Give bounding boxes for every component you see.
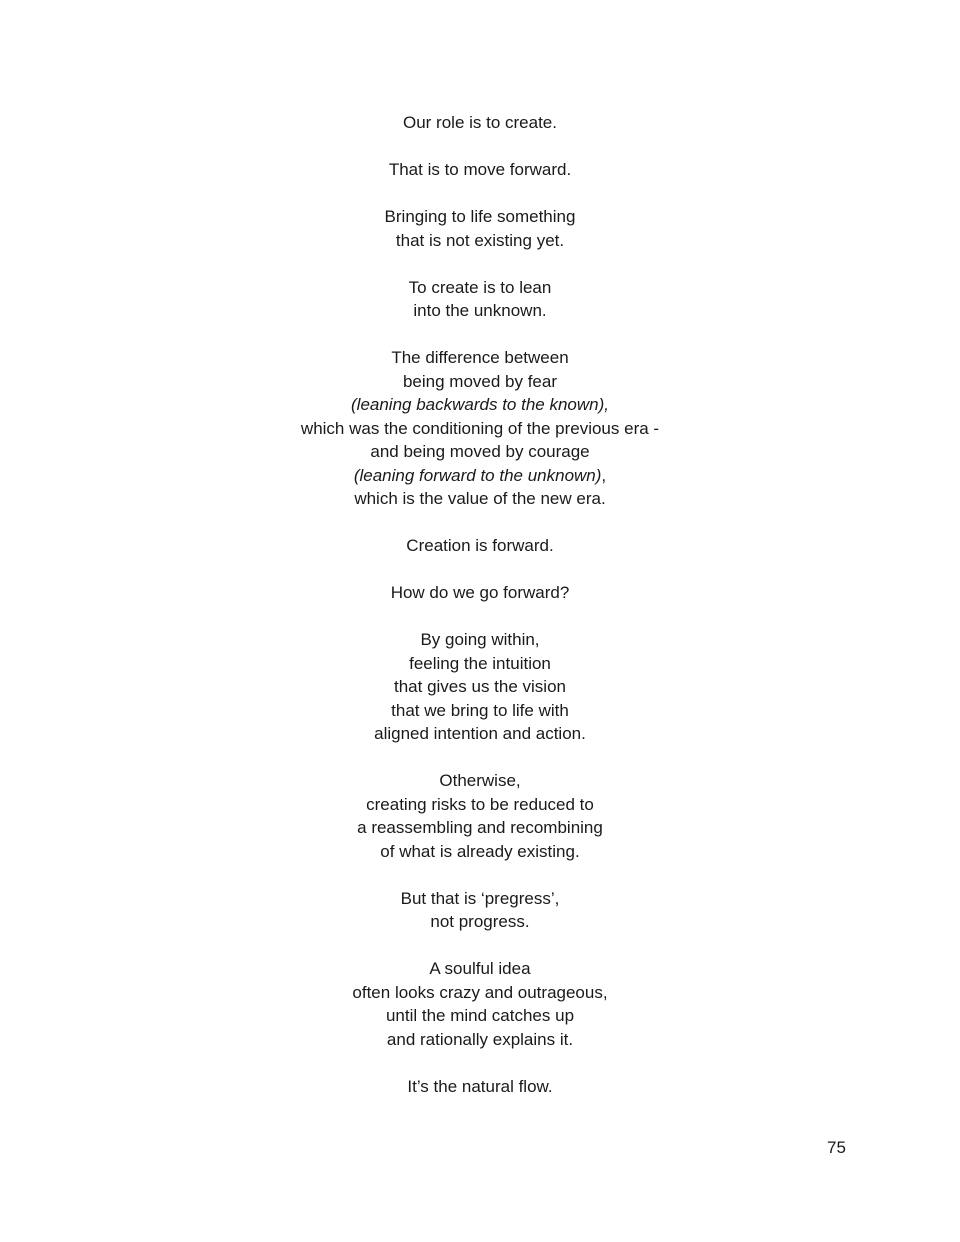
poem-line: How do we go forward? [390,583,570,602]
poem-line-italic: (leaning backwards to the known), [351,395,609,414]
stanza [0,158,960,182]
poem-line: By going within, [420,630,540,649]
poem-line: which was the conditioning of the previous era - [300,418,660,438]
poem-line: being moved by fear [402,371,558,391]
poem-body [0,111,960,1098]
poem-line: Our role is to create. [402,113,557,132]
poem-line: which is the value of the new era. [354,489,606,508]
poem-line: until the mind catches up [385,1006,575,1025]
poem-line: The difference between [391,348,569,367]
poem-line: that we bring to life with [391,700,569,720]
stanza [0,346,960,511]
stanza [0,1075,960,1099]
poem-line: It’s the natural flow. [407,1076,553,1096]
poem-line: creating risks to be reduced to [366,794,594,814]
poem-line [0,464,960,488]
poem-line: Otherwise, [439,771,521,790]
poem-line: not progress. [430,912,530,931]
poem-line: that gives us the vision [394,677,566,696]
poem-line: To create is to lean [408,277,552,297]
poem-line: That is to move forward. [388,160,572,179]
stanza [0,628,960,746]
page-number: 75 [827,1138,846,1157]
stanza [0,111,960,135]
stanza [0,534,960,558]
poem-line: and being moved by courage [370,442,590,461]
line-punctuation: , [601,465,607,485]
stanza [0,276,960,323]
poem-line: But that is ‘pregress’, [400,888,560,908]
poem-line: feeling the intuition [409,653,551,673]
poem-line-italic: (leaning forward to the unknown) [353,465,602,485]
poem-line: that is not existing yet. [395,230,565,250]
poem-line: of what is already existing. [380,841,580,861]
stanza [0,769,960,863]
stanza [0,957,960,1051]
poem-line: a reassembling and recombining [357,818,603,837]
stanza [0,205,960,252]
poem-line: Bringing to life something [384,207,576,226]
poem-line: A soulful idea [429,959,531,978]
poem-line: often looks crazy and outrageous, [352,982,608,1002]
stanza [0,887,960,934]
poem-line: aligned intention and action. [374,724,586,743]
poem-line: Creation is forward. [406,536,554,555]
poem-line: into the unknown. [413,301,547,320]
poem-line: and rationally explains it. [386,1029,574,1049]
stanza [0,581,960,605]
